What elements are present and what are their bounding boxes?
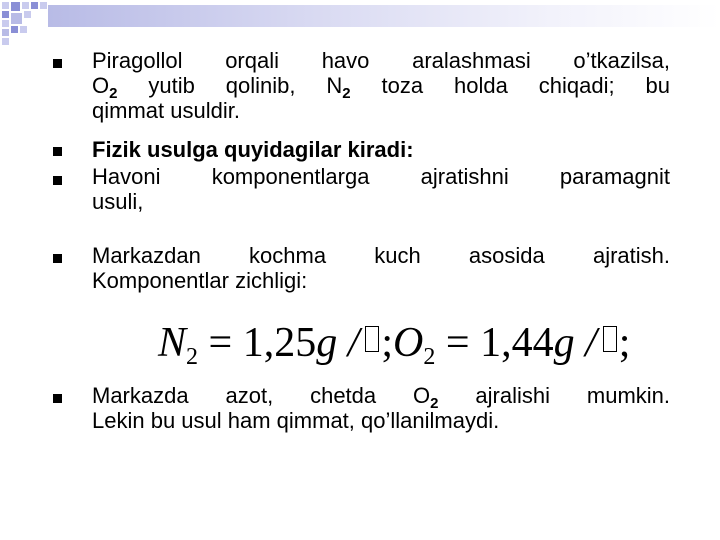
missing-glyph-box — [603, 326, 617, 352]
bullet-icon — [53, 176, 62, 185]
text-line: $O_2$ yutib qolinib, $N_2$ toza holda chiqadi; bu — [92, 73, 670, 102]
list-item — [92, 137, 670, 162]
text-line: Markazda azot, chetda $O_2$ ajralishi mumkin. — [92, 383, 670, 412]
list-item — [92, 48, 670, 123]
bullet-icon — [53, 147, 62, 156]
bullet-icon — [53, 394, 62, 403]
list-item — [92, 383, 670, 433]
text-line: usuli, — [92, 189, 144, 214]
list-item — [92, 164, 670, 214]
text-line: Fizik usulga quyidagilar kiradi: — [92, 137, 414, 162]
bullet-icon — [53, 59, 62, 68]
missing-glyph-box — [365, 326, 379, 352]
bullet-icon — [53, 254, 62, 263]
list-item — [92, 243, 670, 293]
text-line: Piragollol orqali havo aralashmasi o’tkazilsa, — [92, 48, 670, 73]
density-formula: $N_2 = 1,25g$ / $;O_2 = 1,44g$ / ; — [158, 320, 631, 370]
text-line: Komponentlar zichligi: — [92, 268, 308, 293]
text-line: Havoni komponentlarga ajratishni paramagnit — [92, 164, 670, 189]
text-line: Markazdan kochma kuch asosida ajratish. — [92, 243, 670, 268]
text-line: qimmat usuldir. — [92, 98, 240, 123]
text-line: Lekin bu usul ham qimmat, qo’llanilmaydi. — [92, 408, 500, 433]
